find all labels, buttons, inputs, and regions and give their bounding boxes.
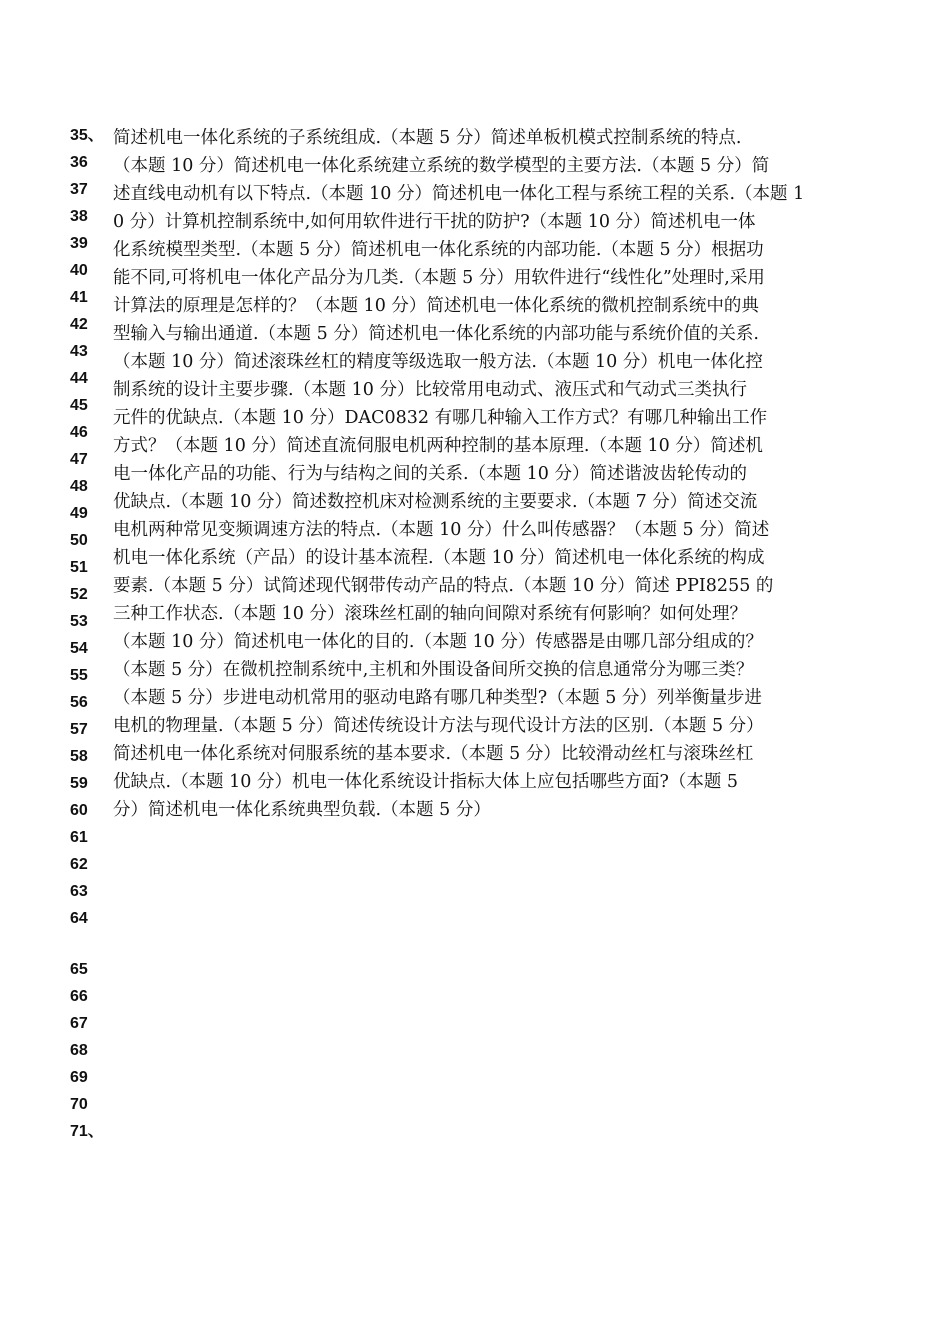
text-line: 制系统的设计主要步骤.（本题 10 分）比较常用电动式、液压式和气动式三类执行: [113, 380, 747, 400]
text-line: 能不同,可将机电一体化产品分为几类.（本题 5 分）用软件进行“线性化”处理时,采用: [113, 268, 765, 288]
text-line: 方式？（本题 10 分）简述直流伺服电机两种控制的基本原理.（本题 10 分）简述机: [113, 436, 763, 456]
text-line: 电机两种常见变频调速方法的特点.（本题 10 分）什么叫传感器？（本题 5 分）简述: [113, 520, 770, 540]
question-number: 54: [70, 640, 88, 657]
question-number: 39: [70, 235, 88, 252]
question-number: 56: [70, 694, 88, 711]
question-number: 46: [70, 424, 88, 441]
text-line: 机电一体化系统（产品）的设计基本流程.（本题 10 分）简述机电一体化系统的构成: [113, 548, 765, 568]
question-number: 41: [70, 289, 88, 306]
question-number: 57: [70, 721, 88, 738]
question-number: 69: [70, 1069, 88, 1086]
text-line: （本题 10 分）简述机电一体化的目的.（本题 10 分）传感器是由哪几部分组成的？: [113, 632, 763, 652]
text-line: 化系统模型类型.（本题 5 分）简述机电一体化系统的内部功能.（本题 5 分）根据功: [113, 240, 764, 260]
question-number: 51: [70, 559, 88, 576]
text-line: 简述机电一体化系统对伺服系统的基本要求.（本题 5 分）比较滑动丝杠与滚珠丝杠: [113, 744, 754, 764]
question-text-block: [113, 124, 803, 824]
text-line: 优缺点.（本题 10 分）机电一体化系统设计指标大体上应包括哪些方面?（本题 5: [113, 772, 739, 792]
text-line: 三种工作状态.（本题 10 分）滚珠丝杠副的轴向间隙对系统有何影响？如何处理？: [113, 604, 747, 624]
question-number: 42: [70, 316, 88, 333]
question-number: 48: [70, 478, 88, 495]
question-number: 67: [70, 1015, 88, 1032]
text-line: （本题 5 分）步进电动机常用的驱动电路有哪几种类型?（本题 5 分）列举衡量步进: [113, 688, 762, 708]
question-number: 52: [70, 586, 88, 603]
question-number: 59: [70, 775, 88, 792]
question-number: 40: [70, 262, 88, 279]
question-number: 37: [70, 181, 88, 198]
text-line: 元件的优缺点.（本题 10 分）DAC0832 有哪几种输入工作方式？有哪几种输出工作: [113, 408, 768, 428]
question-number: 62: [70, 856, 88, 873]
question-number: 47: [70, 451, 88, 468]
text-line: （本题 10 分）简述滚珠丝杠的精度等级选取一般方法.（本题 10 分）机电一体化控: [113, 352, 763, 372]
text-line: 述直线电动机有以下特点.（本题 10 分）简述机电一体化工程与系统工程的关系.（本题 1: [113, 184, 805, 204]
question-number: 44: [70, 370, 88, 387]
text-line: 简述机电一体化系统的子系统组成.（本题 5 分）简述单板机模式控制系统的特点.: [113, 128, 742, 148]
question-number: 61: [70, 829, 88, 846]
question-number: 53: [70, 613, 88, 630]
text-line: 型输入与输出通道.（本题 5 分）简述机电一体化系统的内部功能与系统价值的关系.: [113, 324, 759, 344]
text-line: （本题 10 分）简述机电一体化系统建立系统的数学模型的主要方法.（本题 5 分）简: [113, 156, 770, 176]
text-line: 计算法的原理是怎样的？（本题 10 分）简述机电一体化系统的微机控制系统中的典: [113, 296, 759, 316]
text-line: （本题 5 分）在微机控制系统中,主机和外围设备间所交换的信息通常分为哪三类？: [113, 660, 754, 680]
question-number: 70: [70, 1096, 88, 1113]
question-number: 65: [70, 961, 88, 978]
question-number: 36: [70, 154, 88, 171]
question-number: 35、: [70, 127, 104, 144]
question-number: 49: [70, 505, 88, 522]
question-number: 38: [70, 208, 88, 225]
question-number: 45: [70, 397, 88, 414]
text-line: 电一体化产品的功能、行为与结构之间的关系.（本题 10 分）简述谐波齿轮传动的: [113, 464, 747, 484]
text-line: 分）简述机电一体化系统典型负载.（本题 5 分）: [113, 800, 491, 820]
question-number: 60: [70, 802, 88, 819]
text-line: 要素.（本题 5 分）试简述现代钢带传动产品的特点.（本题 10 分）简述 PPI8255 的: [113, 576, 774, 596]
question-number: 66: [70, 988, 88, 1005]
question-number: 50: [70, 532, 88, 549]
question-number: 58: [70, 748, 88, 765]
question-number: 71、: [70, 1123, 104, 1140]
text-line: 0 分）计算机控制系统中,如何用软件进行干扰的防护?（本题 10 分）简述机电一体: [113, 212, 756, 232]
question-number: 64: [70, 910, 88, 927]
question-number: 43: [70, 343, 88, 360]
text-line: 优缺点.（本题 10 分）简述数控机床对检测系统的主要要求.（本题 7 分）简述交流: [113, 492, 758, 512]
question-number: 55: [70, 667, 88, 684]
question-number: 68: [70, 1042, 88, 1059]
question-number: 63: [70, 883, 88, 900]
text-line: 电机的物理量.（本题 5 分）简述传统设计方法与现代设计方法的区别.（本题 5 分）: [113, 716, 764, 736]
